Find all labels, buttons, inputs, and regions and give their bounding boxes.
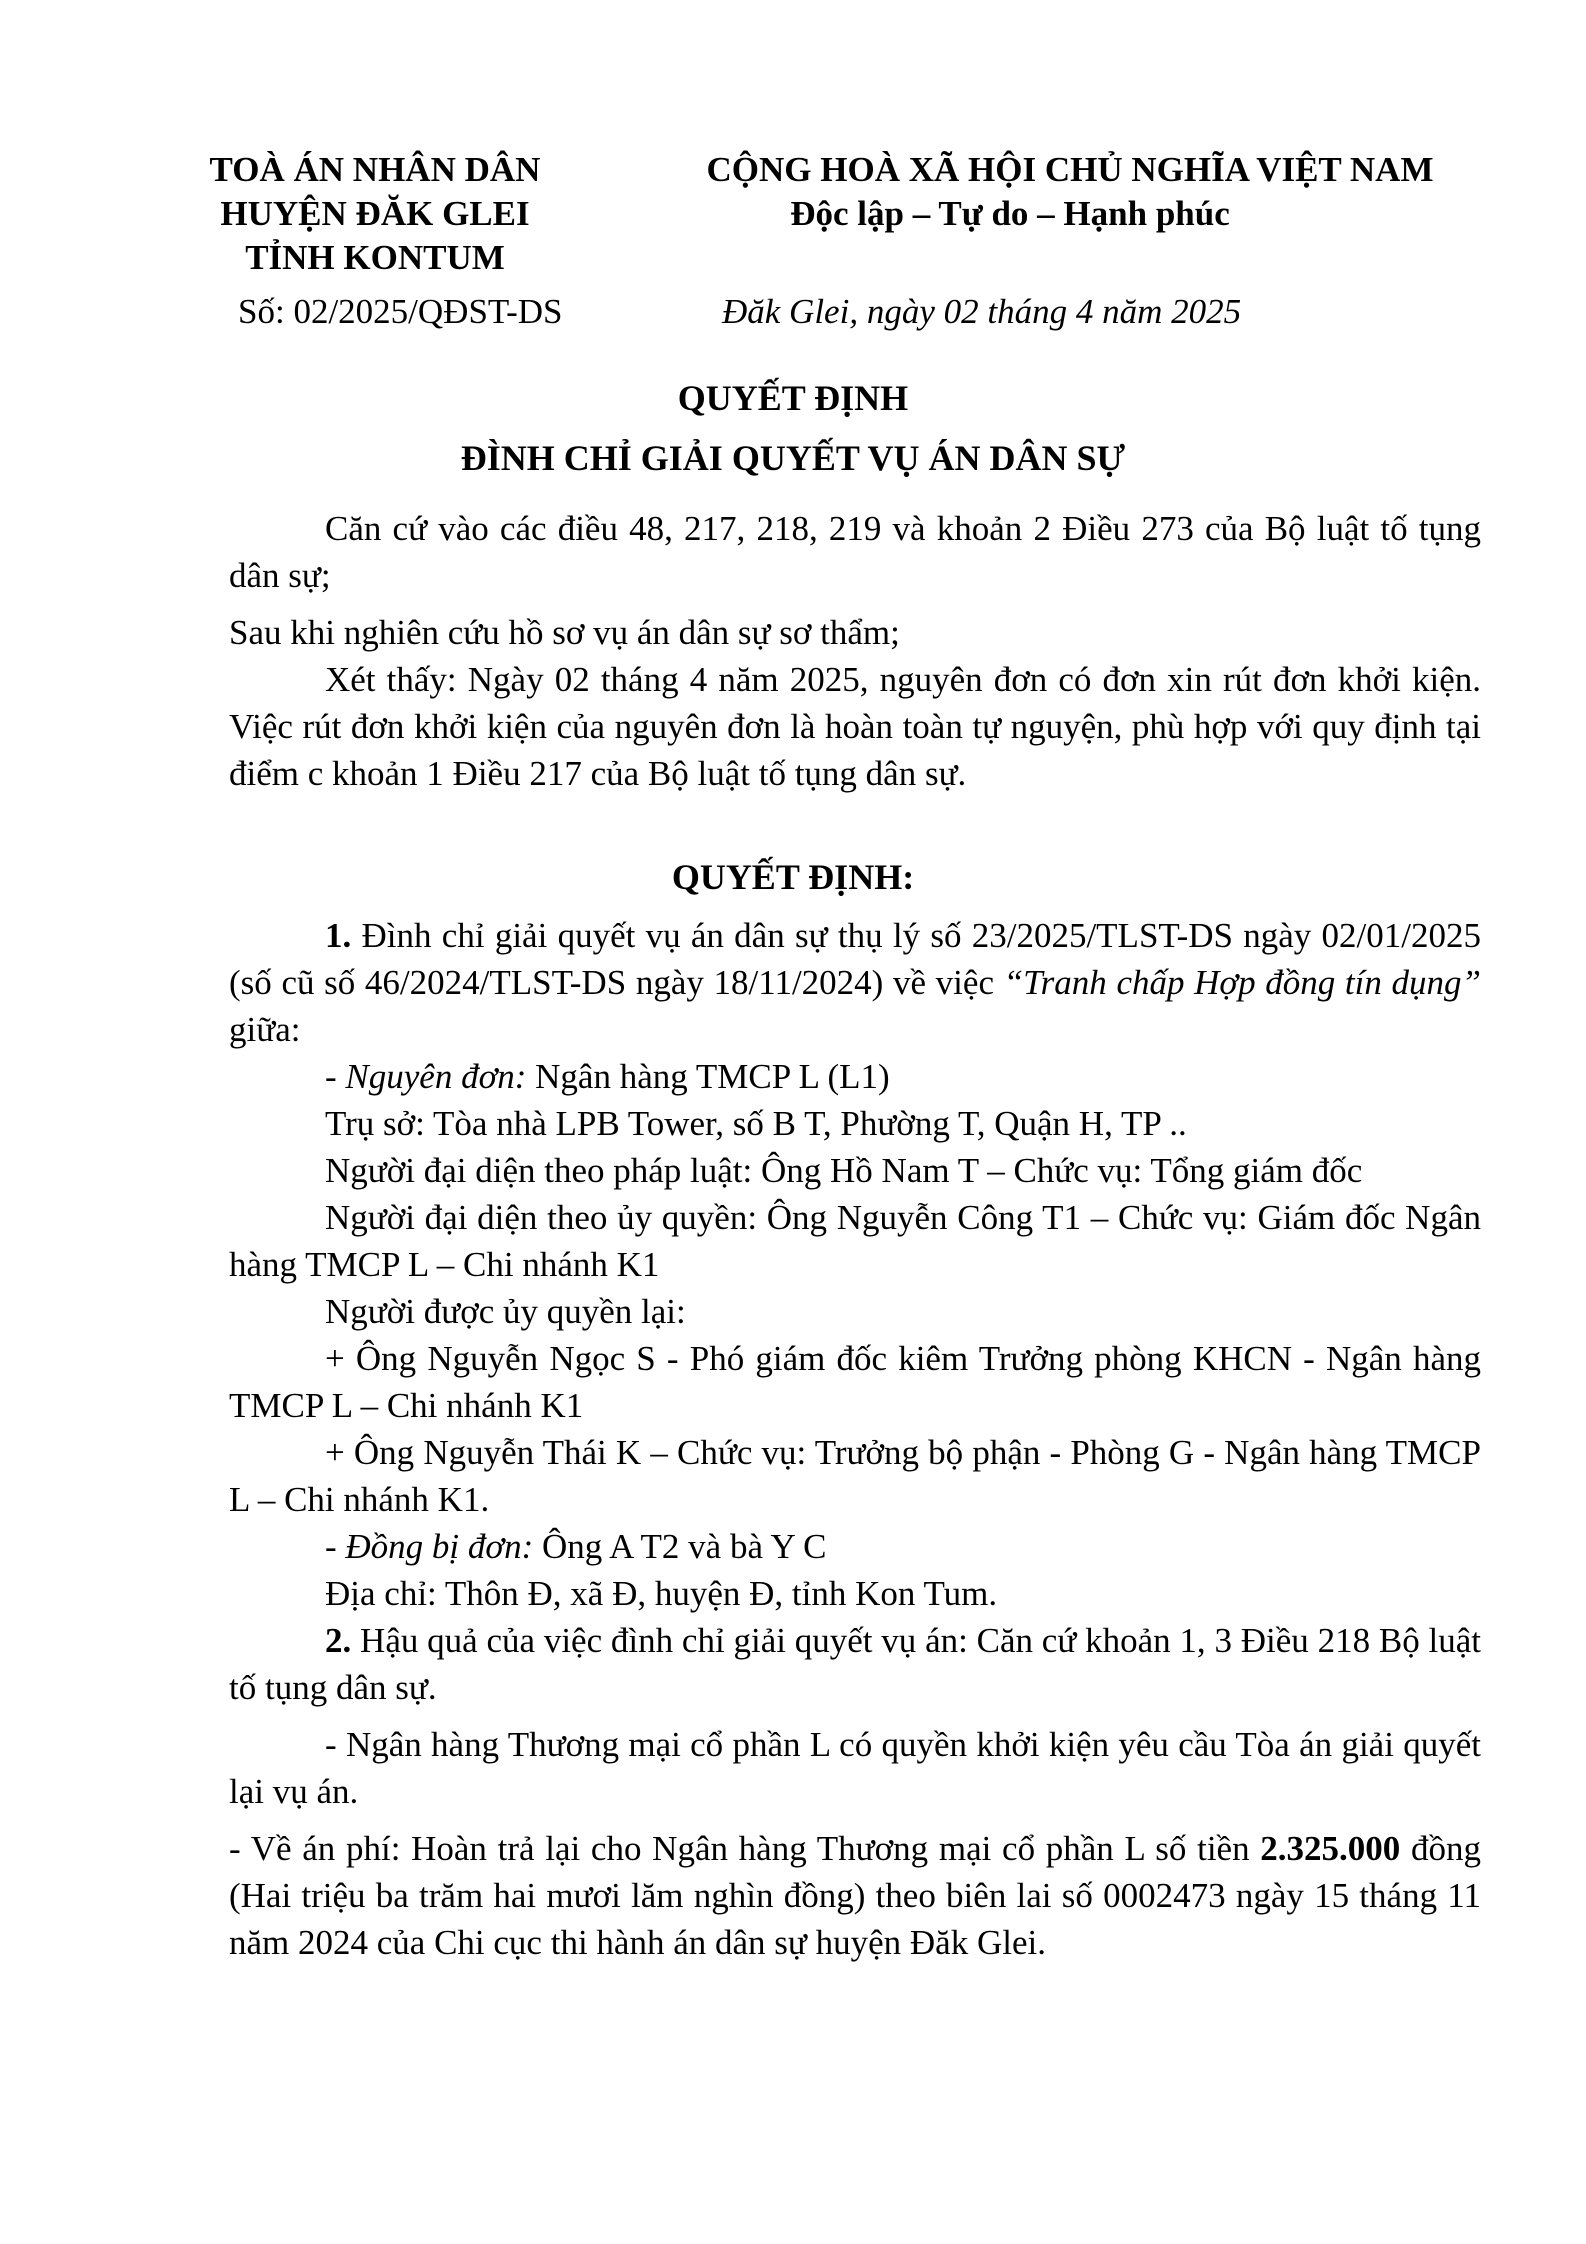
defendant-label: - Đồng bị đơn:	[325, 1527, 534, 1566]
item-1-text-b: giữa:	[229, 1010, 301, 1049]
item-2-text: Hậu quả của việc đình chỉ giải quyết vụ án: Căn cứ khoản 1, 3 Điều 218 Bộ luật tố tụng dân sự.	[229, 1621, 1481, 1707]
legal-representative: Người đại diện theo pháp luật: Ông Hồ Nam T – Chức vụ: Tổng giám đốc	[325, 1151, 1363, 1190]
court-fee-text-b: đồng (Hai triệu ba trăm hai mươi lăm nghìn đồng) theo biên lai số 0002473 ngày 15 tháng 11 năm 2024 của Chi cục thi hành án dân sự huyện Đăk Glei.	[229, 1829, 1481, 1962]
defendant-line	[229, 1523, 1481, 1570]
document-title: QUYẾT ĐỊNH	[677, 378, 909, 418]
preamble-legal-basis: Căn cứ vào các điều 48, 217, 218, 219 và khoản 2 Điều 273 của Bộ luật tố tụng dân sự;	[229, 509, 1481, 595]
preamble-review: Sau khi nghiên cứu hồ sơ vụ án dân sự sơ thẩm;	[229, 613, 900, 652]
court-line-1: TOÀ ÁN NHÂN DÂN	[209, 150, 541, 189]
item-1-number: 1.	[325, 916, 352, 955]
place-date: Đăk Glei, ngày 02 tháng 4 năm 2025	[722, 292, 1242, 331]
court-name-header	[200, 148, 550, 280]
sub-authorized-person-1: + Ông Nguyễn Ngọc S - Phó giám đốc kiêm Trưởng phòng KHCN - Ngân hàng TMCP L – Chi nhánh K1	[229, 1339, 1481, 1425]
item-1-paragraph	[229, 912, 1481, 1053]
sub-authorized-heading: Người được ủy quyền lại:	[325, 1292, 686, 1331]
authorized-representative: Người đại diện theo ủy quyền: Ông Nguyễn Công T1 – Chức vụ: Giám đốc Ngân hàng TMCP L – Chi nhánh K1	[229, 1198, 1481, 1284]
right-to-resue: - Ngân hàng Thương mại cổ phần L có quyền khởi kiện yêu cầu Tòa án giải quyết lại vụ án.	[229, 1725, 1481, 1811]
plaintiff-line	[229, 1053, 1481, 1100]
decision-heading: QUYẾT ĐỊNH:	[671, 857, 915, 897]
document-subtitle: ĐÌNH CHỈ GIẢI QUYẾT VỤ ÁN DÂN SỰ	[460, 438, 1126, 478]
court-fee-paragraph	[229, 1825, 1481, 1966]
preamble	[229, 505, 1481, 797]
item-2-number: 2.	[325, 1621, 352, 1660]
court-line-3: TỈNH KONTUM	[245, 238, 505, 277]
decision-body	[229, 912, 1481, 1966]
defendant-value: Ông A T2 và bà Y C	[533, 1527, 827, 1566]
item-2-paragraph	[229, 1617, 1481, 1711]
case-name: “Tranh chấp Hợp đồng tín dụng”	[1003, 963, 1481, 1002]
sub-authorized-person-2: + Ông Nguyễn Thái K – Chức vụ: Trưởng bộ phận - Phòng G - Ngân hàng TMCP L – Chi nhánh K1.	[229, 1433, 1481, 1519]
plaintiff-value: Ngân hàng TMCP L (L1)	[526, 1057, 890, 1096]
item-1-text-a: Đình chỉ giải quyết vụ án dân sự thụ lý số 23/2025/TLST-DS ngày 02/01/2025 (số cũ số 46/2024/TLST-DS ngày 18/11/2024) về việc	[229, 916, 1481, 1002]
court-fee-text-a: - Về án phí: Hoàn trả lại cho Ngân hàng Thương mại cổ phần L số tiền	[229, 1829, 1261, 1868]
court-fee-amount: 2.325.000	[1260, 1829, 1401, 1868]
document-number: Số: 02/2025/QĐST-DS	[238, 292, 563, 331]
preamble-consideration: Xét thấy: Ngày 02 tháng 4 năm 2025, nguyên đơn có đơn xin rút đơn khởi kiện. Việc rút đơn khởi kiện của nguyên đơn là hoàn toàn tự nguyện, phù hợp với quy định tại điểm c khoản 1 Điều 217 của Bộ luật tố tụng dân sự.	[229, 660, 1481, 793]
national-header	[690, 148, 1450, 236]
nation-motto: Độc lập – Tự do – Hạnh phúc	[790, 194, 1230, 233]
defendant-address: Địa chỉ: Thôn Đ, xã Đ, huyện Đ, tỉnh Kon Tum.	[325, 1574, 998, 1613]
nation-line-1: CỘNG HOÀ XÃ HỘI CHỦ NGHĨA VIỆT NAM	[706, 150, 1434, 189]
plaintiff-headquarters: Trụ sở: Tòa nhà LPB Tower, số B T, Phường T, Quận H, TP ..	[325, 1104, 1187, 1143]
court-line-2: HUYỆN ĐĂK GLEI	[220, 194, 530, 233]
plaintiff-label: - Nguyên đơn:	[325, 1057, 527, 1096]
